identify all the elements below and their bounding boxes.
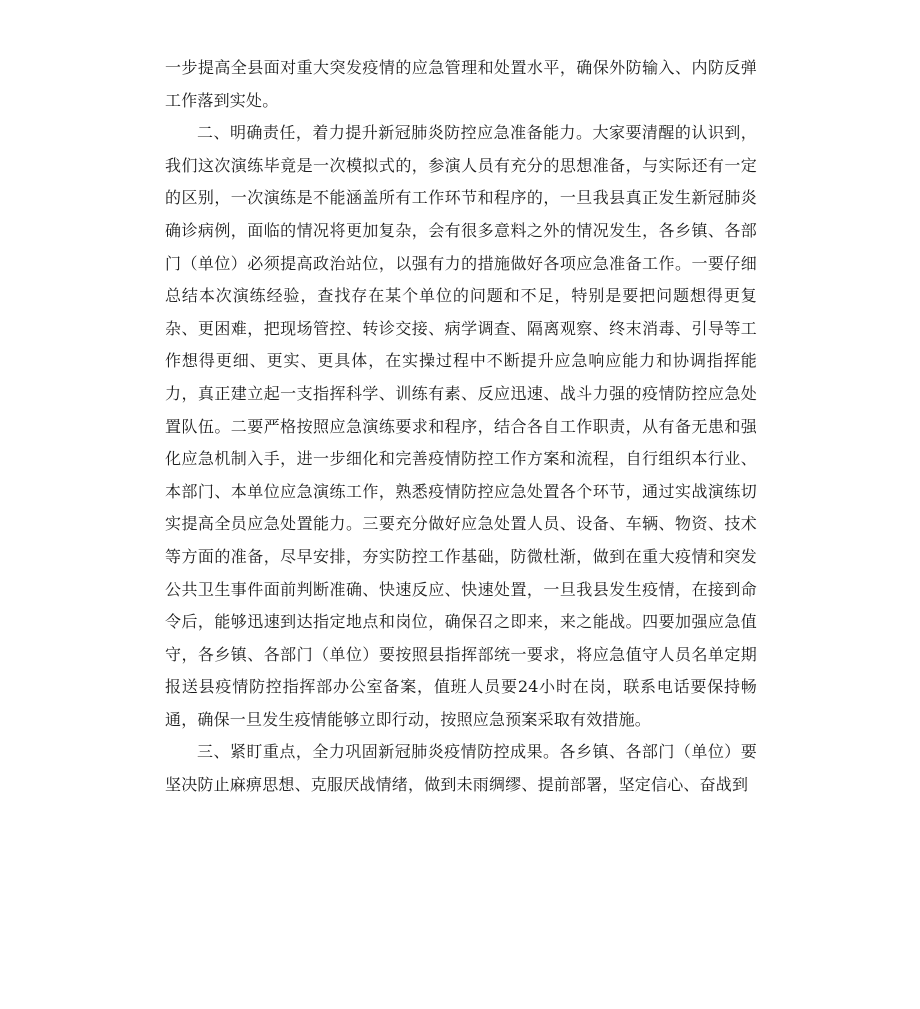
body-text	[165, 52, 757, 802]
paragraph-section-three: 三、紧盯重点，全力巩固新冠肺炎疫情防控成果。各乡镇、各部门（单位）要坚决防止麻痹思想、克服厌战情绪，做到未雨绸缪、提前部署，坚定信心、奋战到	[165, 742, 757, 795]
paragraph-section-two: 二、明确责任，着力提升新冠肺炎防控应急准备能力。大家要清醒的认识到，我们这次演练毕竟是一次模拟式的，参演人员有充分的思想准备，与实际还有一定的区别，一次演练是不能涵盖所有工作环节和程序的，一旦我县真正发生新冠肺炎确诊病例，面临的情况将更加复杂，会有很多意料之外的情况发生，各乡镇、各部门（单位）必须提高政治站位，以强有力的措施做好各项应急准备工作。一要仔细总结本次演练经验，查找存在某个单位的问题和不足，特别是要把问题想得更复杂、更困难，把现场管控、转诊交接、病学调查、隔离观察、终末消毒、引导等工作想得更细、更实、更具体，在实操过程中不断提升应急响应能力和协调指挥能力，真正建立起一支指挥科学、训练有素、反应迅速、战斗力强的疫情防控应急处置队伍。二要严格按照应急演练要求和程序，结合各自工作职责，从有备无患和强化应急机制入手，进一步细化和完善疫情防控工作方案和流程，自行组织本行业、本部门、本单位应急演练工作，熟悉疫情防控应急处置各个环节，通过实战演练切实提高全员应急处置能力。三要充分做好应急处置人员、设备、车辆、物资、技术等方面的准备，尽早安排，夯实防控工作基础，防微杜渐，做到在重大疫情和突发公共卫生事件面前判断准确、快速反应、快速处置，一旦我县发生疫情，在接到命令后，能够迅速到达指定地点和岗位，确保召之即来，来之能战。四要加强应急值守，各乡镇、各部门（单位）要按照县指挥部统一要求，将应急值守人员名单定期报送县疫情防控指挥部办公室备案，值班人员要24小时在岗，联系电话要保持畅通，确保一旦发生疫情能够立即行动，按照应急预案采取有效措施。	[165, 123, 757, 729]
paragraph-continuation: 一步提高全县面对重大突发疫情的应急管理和处置水平，确保外防输入、内防反弹工作落到实处。	[165, 58, 757, 110]
